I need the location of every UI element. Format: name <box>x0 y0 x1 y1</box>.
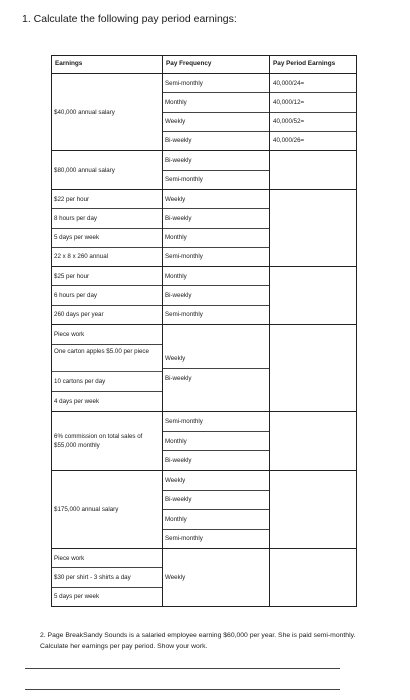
earnings-cell <box>52 412 163 470</box>
frequency-item: Bi-weekly <box>163 491 269 511</box>
frequency-item: Bi-weekly <box>163 286 269 305</box>
earnings-text: One carton apples $5.00 per piece <box>52 345 162 372</box>
table-row <box>52 74 356 151</box>
earnings-text: $80,000 annual salary <box>54 166 115 174</box>
frequency-item: Semi-monthly <box>165 535 203 543</box>
frequency-item: Monthly <box>163 229 269 248</box>
earnings-text: $40,000 annual salary <box>54 108 115 116</box>
earnings-text: 6% commission on total sales of $55,000 monthly <box>54 433 143 449</box>
frequency-item: Monthly <box>163 267 269 286</box>
question-2-text: 2. Page BreakSandy Sounds is a salaried employee earning $60,000 per year. She is paid semi-monthly. Calculate her earnings per pay period. Show your work. <box>40 632 356 650</box>
earnings-text: $25 per hour <box>52 267 162 286</box>
frequency-item: Monthly <box>163 510 269 530</box>
frequency-item: Semi-monthly <box>163 74 269 93</box>
table-row <box>52 471 356 549</box>
table-row <box>52 151 356 190</box>
period-earnings-header: Pay Period Earnings <box>273 60 336 67</box>
table-row <box>52 325 356 412</box>
frequency-item: Weekly <box>163 471 269 491</box>
earnings-text: 260 days per year <box>54 311 104 319</box>
frequency-item: Bi-weekly <box>165 374 192 382</box>
answer-field[interactable]: 40,000/26= <box>273 137 305 145</box>
earnings-text: 6 hours per day <box>52 286 162 305</box>
answer-cell <box>270 74 356 150</box>
earnings-header: Earnings <box>52 56 163 73</box>
answer-cell[interactable] <box>270 190 356 266</box>
frequency-cell <box>163 151 270 189</box>
frequency-item: Monthly <box>163 93 269 112</box>
frequency-cell <box>163 267 270 324</box>
earnings-cell <box>52 74 163 150</box>
pay-period-table <box>51 55 357 607</box>
earnings-text: 4 days per week <box>54 398 100 405</box>
frequency-item: Bi-weekly <box>163 151 269 171</box>
frequency-item: Weekly <box>165 574 186 581</box>
frequency-cell <box>163 190 270 266</box>
answer-field[interactable]: 40,000/52= <box>270 113 356 132</box>
earnings-text: 5 days per week <box>52 229 162 248</box>
earnings-text: 8 hours per day <box>52 209 162 228</box>
earnings-text: Piece work <box>52 549 162 568</box>
frequency-item: Weekly <box>163 113 269 132</box>
answer-cell[interactable] <box>270 151 356 189</box>
answer-field[interactable]: 40,000/24= <box>270 74 356 93</box>
frequency-cell <box>163 412 270 470</box>
table-row <box>52 412 356 471</box>
frequency-item: Bi-weekly <box>165 137 192 145</box>
frequency-item: Semi-monthly <box>165 253 203 261</box>
answer-cell[interactable] <box>270 412 356 470</box>
earnings-text: Piece work <box>52 325 162 345</box>
table-row <box>52 549 356 606</box>
earnings-cell <box>52 325 163 411</box>
frequency-item: Weekly <box>163 349 269 369</box>
answer-line[interactable] <box>25 689 340 690</box>
frequency-item: Semi-monthly <box>165 176 203 184</box>
frequency-header: Pay Frequency <box>163 56 270 73</box>
answer-cell[interactable] <box>270 471 356 548</box>
frequency-cell <box>163 325 270 411</box>
answer-field[interactable]: 40,000/12= <box>270 93 356 112</box>
earnings-text: $175,000 annual salary <box>54 506 119 513</box>
table-row <box>52 267 356 325</box>
question-1-title: 1. Calculate the following pay period earnings: <box>22 13 237 25</box>
earnings-cell <box>52 190 163 266</box>
earnings-cell <box>52 267 163 324</box>
earnings-cell <box>52 549 163 606</box>
frequency-item: Monthly <box>163 432 269 452</box>
earnings-text: $22 per hour <box>52 190 162 209</box>
frequency-cell <box>163 74 270 150</box>
answer-cell[interactable] <box>270 549 356 606</box>
earnings-text: 22 x 8 x 260 annual <box>54 253 109 261</box>
earnings-cell <box>52 471 163 548</box>
frequency-cell <box>163 549 270 606</box>
earnings-cell <box>52 151 163 189</box>
frequency-cell <box>163 471 270 548</box>
answer-cell[interactable] <box>270 267 356 324</box>
frequency-item: Bi-weekly <box>163 209 269 228</box>
table-row <box>52 190 356 267</box>
frequency-item: Semi-monthly <box>165 311 203 319</box>
answer-cell[interactable] <box>270 325 356 411</box>
frequency-item: Bi-weekly <box>165 457 192 465</box>
frequency-item: Weekly <box>163 190 269 209</box>
answer-line[interactable] <box>25 668 340 669</box>
earnings-text: 5 days per week <box>54 593 100 601</box>
earnings-text: 10 cartons per day <box>52 372 162 392</box>
earnings-text: $30 per shirt - 3 shirts a day <box>52 568 162 587</box>
frequency-item: Semi-monthly <box>163 412 269 432</box>
table-header <box>52 56 356 74</box>
